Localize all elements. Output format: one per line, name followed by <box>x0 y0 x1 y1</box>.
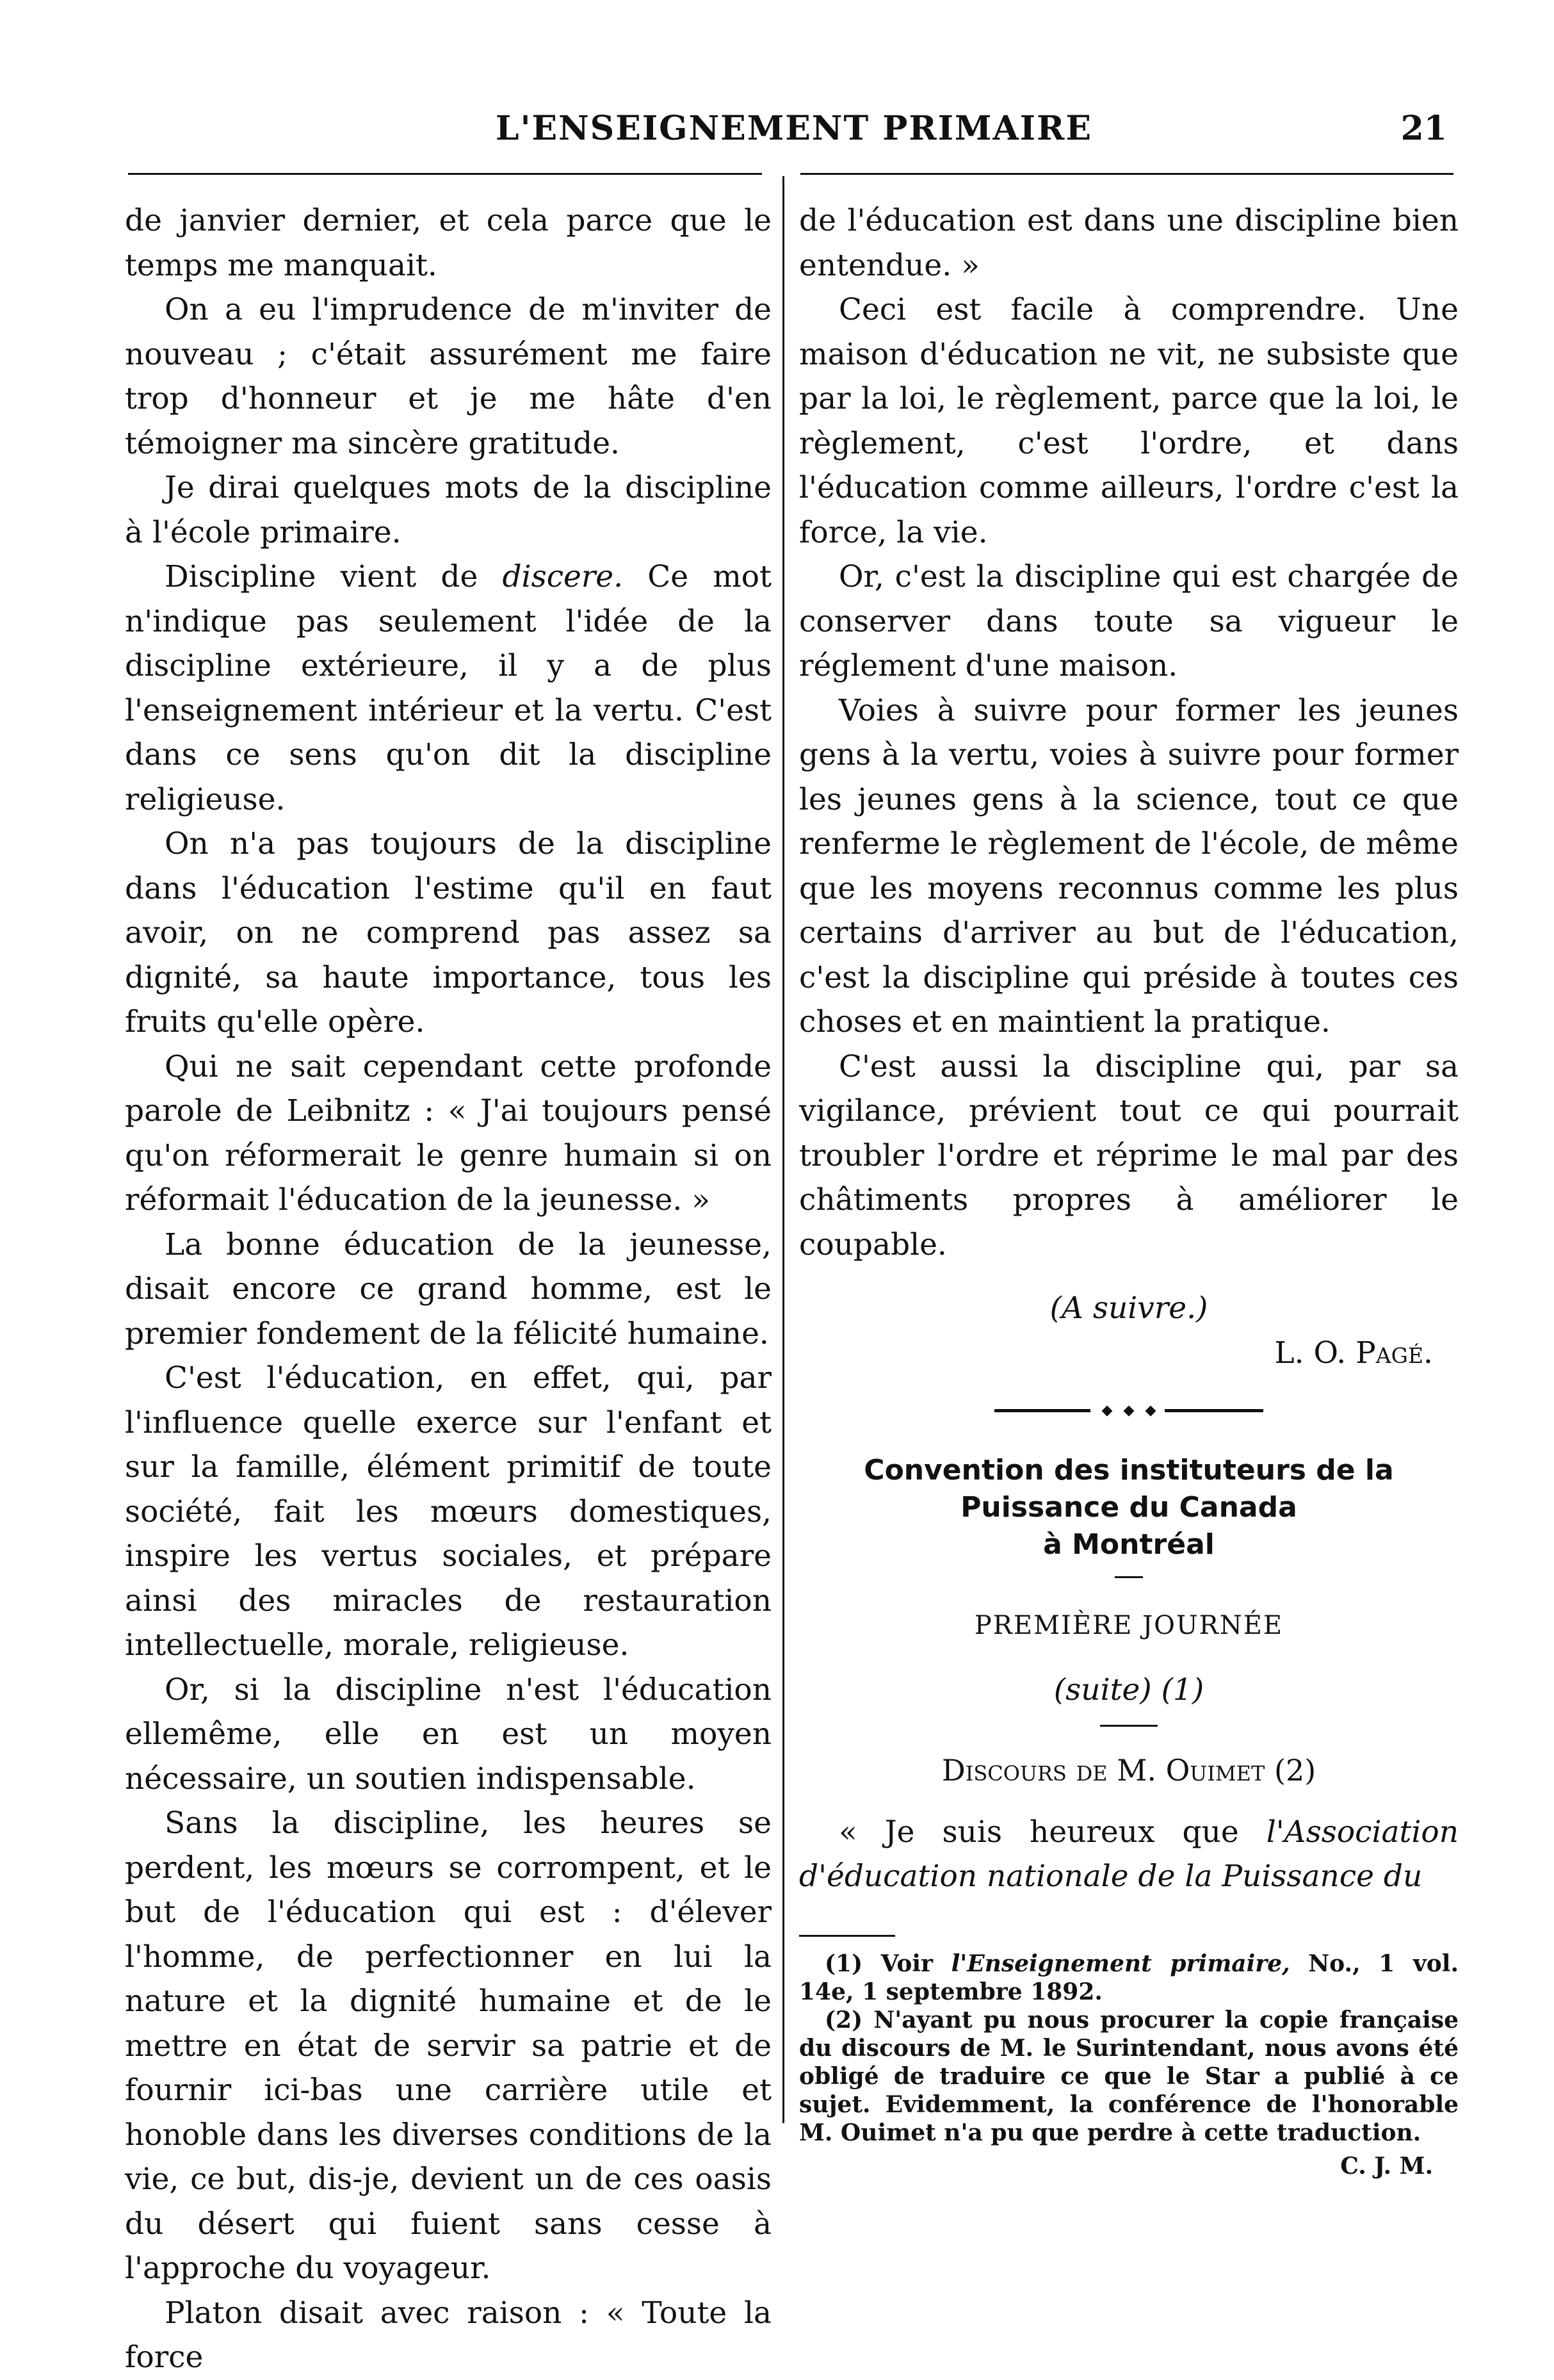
paragraph: C'est l'éducation, en effet, qui, par l'influence quelle exerce sur l'enfant et sur la famille, élément primitif de toute société, fait les mœurs domestiques, inspire les vertus sociales, et prépare ainsi des miracles de restauration intellectuelle, morale, religieuse. <box>125 1360 772 1663</box>
paragraph: Sans la discipline, les heures se perdent, les mœurs se corrompent, et le but de l'éducation qui est : d'élever l'homme, de perfectionner en lui la nature et la dignité humaine et de le mettre en état de servir sa patrie et de fournir ici-bas une carrière utile et honoble dans les diverses conditions de la vie, ce but, dis-je, devient un de ces oasis du désert qui fuient sans cesse à l'approche du voyageur. <box>125 1805 772 2286</box>
paragraph: de janvier dernier, et cela parce que le temps me manquait. <box>125 203 772 283</box>
paragraph: C'est aussi la discipline qui, par sa vigilance, prévient tout ce qui pourrait troubler l'ordre et réprime le mal par des châtiments propres à améliorer le coupable. <box>799 1048 1459 1262</box>
italic-term: l'Enseignement primaire, <box>951 1950 1290 1977</box>
text-run: No., 1 vol. 14e, 1 septembre 1892. <box>799 1950 1459 2005</box>
text-run: Discipline vient de <box>165 559 503 594</box>
paragraph: de l'éducation est dans une discipline bien entendue. » <box>799 203 1459 283</box>
continued-note: (suite) (1) <box>1053 1672 1204 1708</box>
footnote-initials: C. J. M. <box>1340 2152 1433 2180</box>
paragraph <box>125 555 772 822</box>
text-run: « Je suis heureux que <box>839 1814 1267 1850</box>
section-title-line: à Montréal <box>1043 1528 1215 1561</box>
day-heading: PREMIÈRE JOURNÉE <box>974 1611 1284 1640</box>
paragraph: Platon disait avec raison : « Toute la force <box>125 2295 772 2375</box>
footnote-rule <box>799 1935 895 1937</box>
right-column <box>799 199 1459 2180</box>
column-divider <box>782 176 784 2123</box>
to-be-continued: (A suivre.) <box>1049 1291 1208 1326</box>
separator-dash <box>1100 1725 1158 1727</box>
page-header <box>122 96 1466 160</box>
footnote <box>799 1950 1459 2006</box>
section-ornament <box>994 1407 1263 1414</box>
left-column <box>125 199 772 2380</box>
paragraph: Or, c'est la discipline qui est chargée de conserver dans toute sa vigueur le réglement d'une maison. <box>799 559 1459 683</box>
section-title-line: Puissance du Canada <box>960 1491 1297 1524</box>
italic-term: discere. <box>502 559 624 594</box>
footnotes <box>799 1950 1459 2180</box>
separator-dash <box>1115 1576 1143 1578</box>
page-number: 21 <box>1400 109 1447 148</box>
header-rule-left <box>128 173 762 175</box>
speech-heading: Discours de M. Ouimet (2) <box>941 1753 1316 1788</box>
paragraph: Je dirai quelques mots de la discipline à l'école primaire. <box>125 470 772 550</box>
footnote: (2) N'ayant pu nous procurer la copie française du discours de M. le Surintendant, nous avons été obligé de traduire ce que le Star a publié à ce sujet. Evidemment, la conférence de l'honorable M. Ouimet n'a pu que perdre à cette traduction. <box>799 2006 1459 2146</box>
paragraph: Ceci est facile à comprendre. Une maison d'éducation ne vit, ne subsiste que par la loi, le règlement, parce que la loi, le règlement, c'est l'ordre, et dans l'éducation comme ailleurs, l'ordre c'est la force, la vie. <box>799 292 1459 550</box>
text-run: (1) Voir <box>825 1950 951 1977</box>
author-signature: L. O. Pagé. <box>1274 1335 1433 1371</box>
header-rule-right <box>800 173 1453 175</box>
paragraph: La bonne éducation de la jeunesse, disait encore ce grand homme, est le premier fondement de la félicité humaine. <box>125 1227 772 1351</box>
paragraph: Or, si la discipline n'est l'éducation ellemême, elle en est un moyen nécessaire, un soutien indispensable. <box>125 1672 772 1797</box>
text-run: Ce mot n'indique pas seulement l'idée de la discipline extérieure, il y a de plus l'enseignement intérieur et la vertu. C'est dans ce sens qu'on dit la discipline religieuse. <box>125 559 772 817</box>
section-title-line: Convention des instituteurs de la <box>864 1454 1394 1487</box>
paragraph <box>799 1810 1459 1899</box>
paragraph: Voies à suivre pour former les jeunes gens à la vertu, voies à suivre pour former les jeunes gens à la science, tout ce que renferme le règlement de l'école, de même que les moyens reconnus comme les plus certains d'arriver au but de l'éducation, c'est la discipline qui préside à toutes ces choses et en maintient la pratique. <box>799 692 1459 1039</box>
italic-term: l'Association d'éducation nationale de la Puissance du <box>799 1814 1459 1894</box>
paragraph: Qui ne sait cependant cette profonde parole de Leibnitz : « J'ai toujours pensé qu'on réformerait le genre humain si on réformait l'éducation de la jeunesse. » <box>125 1048 772 1218</box>
section-title <box>799 1452 1459 1563</box>
paragraph: On n'a pas toujours de la discipline dans l'éducation l'estime qu'il en faut avoir, on ne comprend pas assez sa dignité, sa haute importance, tous les fruits qu'elle opère. <box>125 826 772 1039</box>
paragraph: On a eu l'imprudence de m'inviter de nouveau ; c'était assurément me faire trop d'honneur et je me hâte d'en témoigner ma sincère gratitude. <box>125 292 772 461</box>
running-title: L'ENSEIGNEMENT PRIMAIRE <box>496 109 1092 148</box>
